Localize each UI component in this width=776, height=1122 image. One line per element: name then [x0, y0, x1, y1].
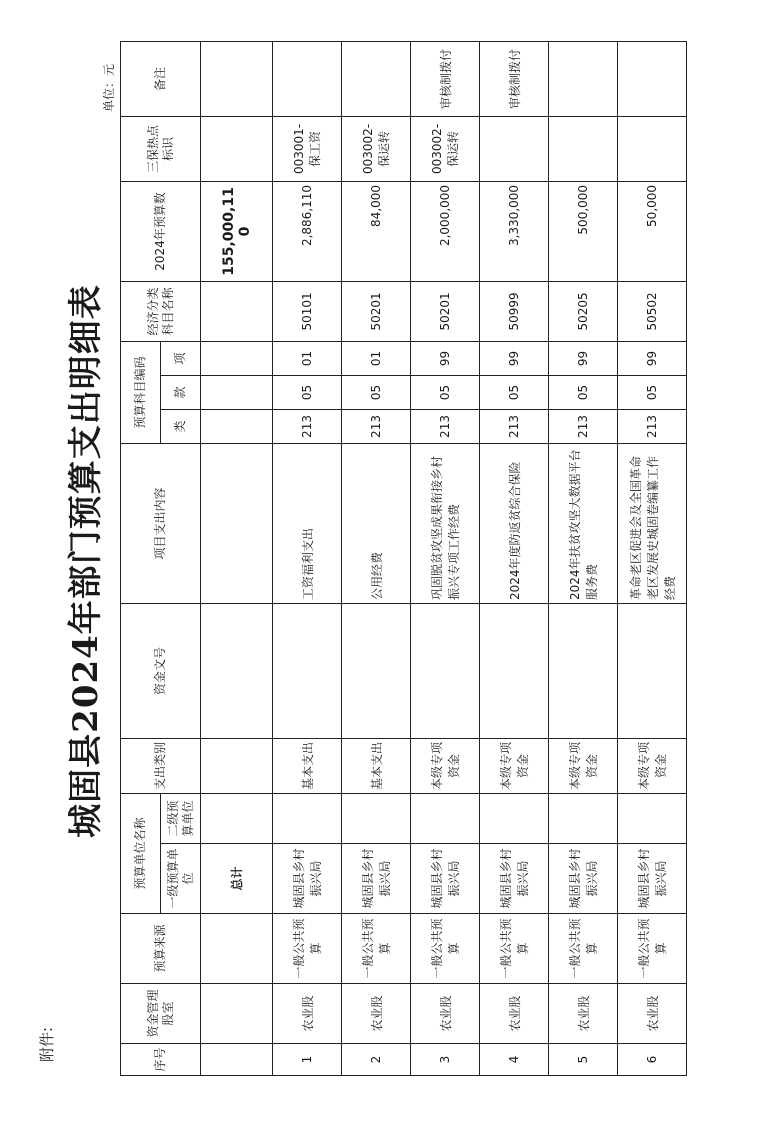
row-lei: 213 — [411, 409, 480, 443]
row-project-content: 巩固脱贫攻坚成果衔接乡村振兴专项工作经费 — [411, 443, 480, 603]
header-level1-unit: 一级预算单位 — [161, 844, 201, 914]
row-kuan: 05 — [480, 375, 549, 409]
row-level2-unit — [342, 793, 411, 843]
row-kuan: 05 — [342, 375, 411, 409]
total-label: 总计 — [201, 844, 273, 914]
row-seq: 4 — [480, 1044, 549, 1076]
row-fund-doc-no — [342, 603, 411, 738]
header-seq: 序号 — [121, 1044, 201, 1076]
row-fund-doc-no — [618, 603, 687, 738]
row-seq: 6 — [618, 1044, 687, 1076]
row-amount: 84,000 — [342, 181, 411, 281]
row-fund-office: 农业股 — [342, 984, 411, 1044]
row-budget-source: 一般公共预算 — [342, 914, 411, 984]
row-seq: 2 — [342, 1044, 411, 1076]
row-kuan: 05 — [411, 375, 480, 409]
header-econ-subject: 经济分类科目名称 — [121, 281, 201, 341]
row-fund-office: 农业股 — [618, 984, 687, 1044]
row-xiang: 99 — [480, 341, 549, 375]
attachment-label: 附件: — [38, 1026, 56, 1062]
row-expense-type: 本级专项资金 — [411, 738, 480, 793]
row-fund-office: 农业股 — [411, 984, 480, 1044]
row-level2-unit — [549, 793, 618, 843]
row-project-content: 2024年度防返贫综合保险 — [480, 443, 549, 603]
row-level1-unit: 城固县乡村振兴局 — [273, 844, 342, 914]
row-expense-type: 基本支出 — [273, 738, 342, 793]
row-budget-source: 一般公共预算 — [549, 914, 618, 984]
row-econ-subject: 50205 — [549, 281, 618, 341]
row-remark: 审核制拨付 — [411, 41, 480, 116]
row-econ-subject: 50999 — [480, 281, 549, 341]
row-kuan: 05 — [549, 375, 618, 409]
header-level2-unit: 二级预算单位 — [161, 793, 201, 843]
row-level2-unit — [618, 793, 687, 843]
row-project-content: 革命老区促进会及全国革命老区发展史城固卷编纂工作经费 — [618, 443, 687, 603]
row-seq: 5 — [549, 1044, 618, 1076]
row-remark — [342, 41, 411, 116]
unit-label: 单位：元 — [102, 63, 116, 112]
row-fund-doc-no — [411, 603, 480, 738]
header-three-guarantee: 三保热点标识 — [121, 116, 201, 181]
row-seq: 3 — [411, 1044, 480, 1076]
row-econ-subject: 50201 — [342, 281, 411, 341]
table-row — [273, 41, 342, 1075]
row-amount: 50,000 — [618, 181, 687, 281]
row-expense-type: 本级专项资金 — [549, 738, 618, 793]
table-row — [411, 41, 480, 1075]
table-row — [342, 41, 411, 1075]
row-budget-source: 一般公共预算 — [273, 914, 342, 984]
row-remark — [273, 41, 342, 116]
table-row — [549, 41, 618, 1075]
header-budget-unit-name: 预算单位名称 — [121, 793, 161, 913]
row-amount: 3,330,000 — [480, 181, 549, 281]
header-subject-code: 预算科目编码 — [121, 341, 161, 443]
total-row — [201, 41, 273, 1075]
row-level1-unit: 城固县乡村振兴局 — [549, 844, 618, 914]
table-row — [618, 41, 687, 1075]
header-lei: 类 — [161, 409, 201, 443]
row-project-content: 2024年扶贫攻坚大数据平台服务费 — [549, 443, 618, 603]
row-budget-source: 一般公共预算 — [480, 914, 549, 984]
row-level1-unit: 城固县乡村振兴局 — [480, 844, 549, 914]
row-three-guarantee — [549, 116, 618, 181]
row-xiang: 01 — [342, 341, 411, 375]
row-fund-office: 农业股 — [273, 984, 342, 1044]
row-level2-unit — [411, 793, 480, 843]
row-budget-source: 一般公共预算 — [411, 914, 480, 984]
row-expense-type: 本级专项资金 — [480, 738, 549, 793]
row-level1-unit: 城固县乡村振兴局 — [342, 844, 411, 914]
header-budget-source: 预算来源 — [121, 914, 201, 984]
row-three-guarantee — [618, 116, 687, 181]
row-three-guarantee: 003001-保工资 — [273, 116, 342, 181]
row-expense-type: 本级专项资金 — [618, 738, 687, 793]
row-xiang: 99 — [618, 341, 687, 375]
row-project-content: 公用经费 — [342, 443, 411, 603]
row-kuan: 05 — [273, 375, 342, 409]
row-lei: 213 — [549, 409, 618, 443]
row-fund-office: 农业股 — [480, 984, 549, 1044]
row-xiang: 99 — [549, 341, 618, 375]
row-lei: 213 — [618, 409, 687, 443]
table-row — [480, 41, 549, 1075]
row-fund-doc-no — [549, 603, 618, 738]
row-budget-source: 一般公共预算 — [618, 914, 687, 984]
page-title: 城固县2024年部门预算支出明细表 — [66, 284, 106, 838]
row-three-guarantee: 003002-保运转 — [411, 116, 480, 181]
row-xiang: 99 — [411, 341, 480, 375]
row-project-content: 工资福利支出 — [273, 443, 342, 603]
header-xiang: 项 — [161, 341, 201, 375]
row-amount: 500,000 — [549, 181, 618, 281]
row-level1-unit: 城固县乡村振兴局 — [411, 844, 480, 914]
row-lei: 213 — [480, 409, 549, 443]
row-kuan: 05 — [618, 375, 687, 409]
row-level1-unit: 城固县乡村振兴局 — [618, 844, 687, 914]
row-remark — [549, 41, 618, 116]
row-econ-subject: 50502 — [618, 281, 687, 341]
row-econ-subject: 50201 — [411, 281, 480, 341]
row-fund-doc-no — [273, 603, 342, 738]
header-fund-doc-no: 资金文号 — [121, 603, 201, 738]
row-lei: 213 — [273, 409, 342, 443]
row-remark — [618, 41, 687, 116]
row-three-guarantee — [480, 116, 549, 181]
row-fund-office: 农业股 — [549, 984, 618, 1044]
header-expense-type: 支出类别 — [121, 738, 201, 793]
row-fund-doc-no — [480, 603, 549, 738]
row-remark: 审核制拨付 — [480, 41, 549, 116]
budget-detail-table — [120, 41, 687, 1076]
row-xiang: 01 — [273, 341, 342, 375]
row-amount: 2,886,110 — [273, 181, 342, 281]
row-expense-type: 基本支出 — [342, 738, 411, 793]
header-remark: 备注 — [121, 41, 201, 116]
row-level2-unit — [273, 793, 342, 843]
row-amount: 2,000,000 — [411, 181, 480, 281]
header-kuan: 款 — [161, 375, 201, 409]
row-level2-unit — [480, 793, 549, 843]
header-budget-2024: 2024年预算数 — [121, 181, 201, 281]
total-amount: 155,000,110 — [201, 181, 273, 281]
header-project-content: 项目支出内容 — [121, 443, 201, 603]
row-lei: 213 — [342, 409, 411, 443]
row-econ-subject: 50101 — [273, 281, 342, 341]
header-fund-office: 资金管理股室 — [121, 984, 201, 1044]
row-seq: 1 — [273, 1044, 342, 1076]
row-three-guarantee: 003002-保运转 — [342, 116, 411, 181]
